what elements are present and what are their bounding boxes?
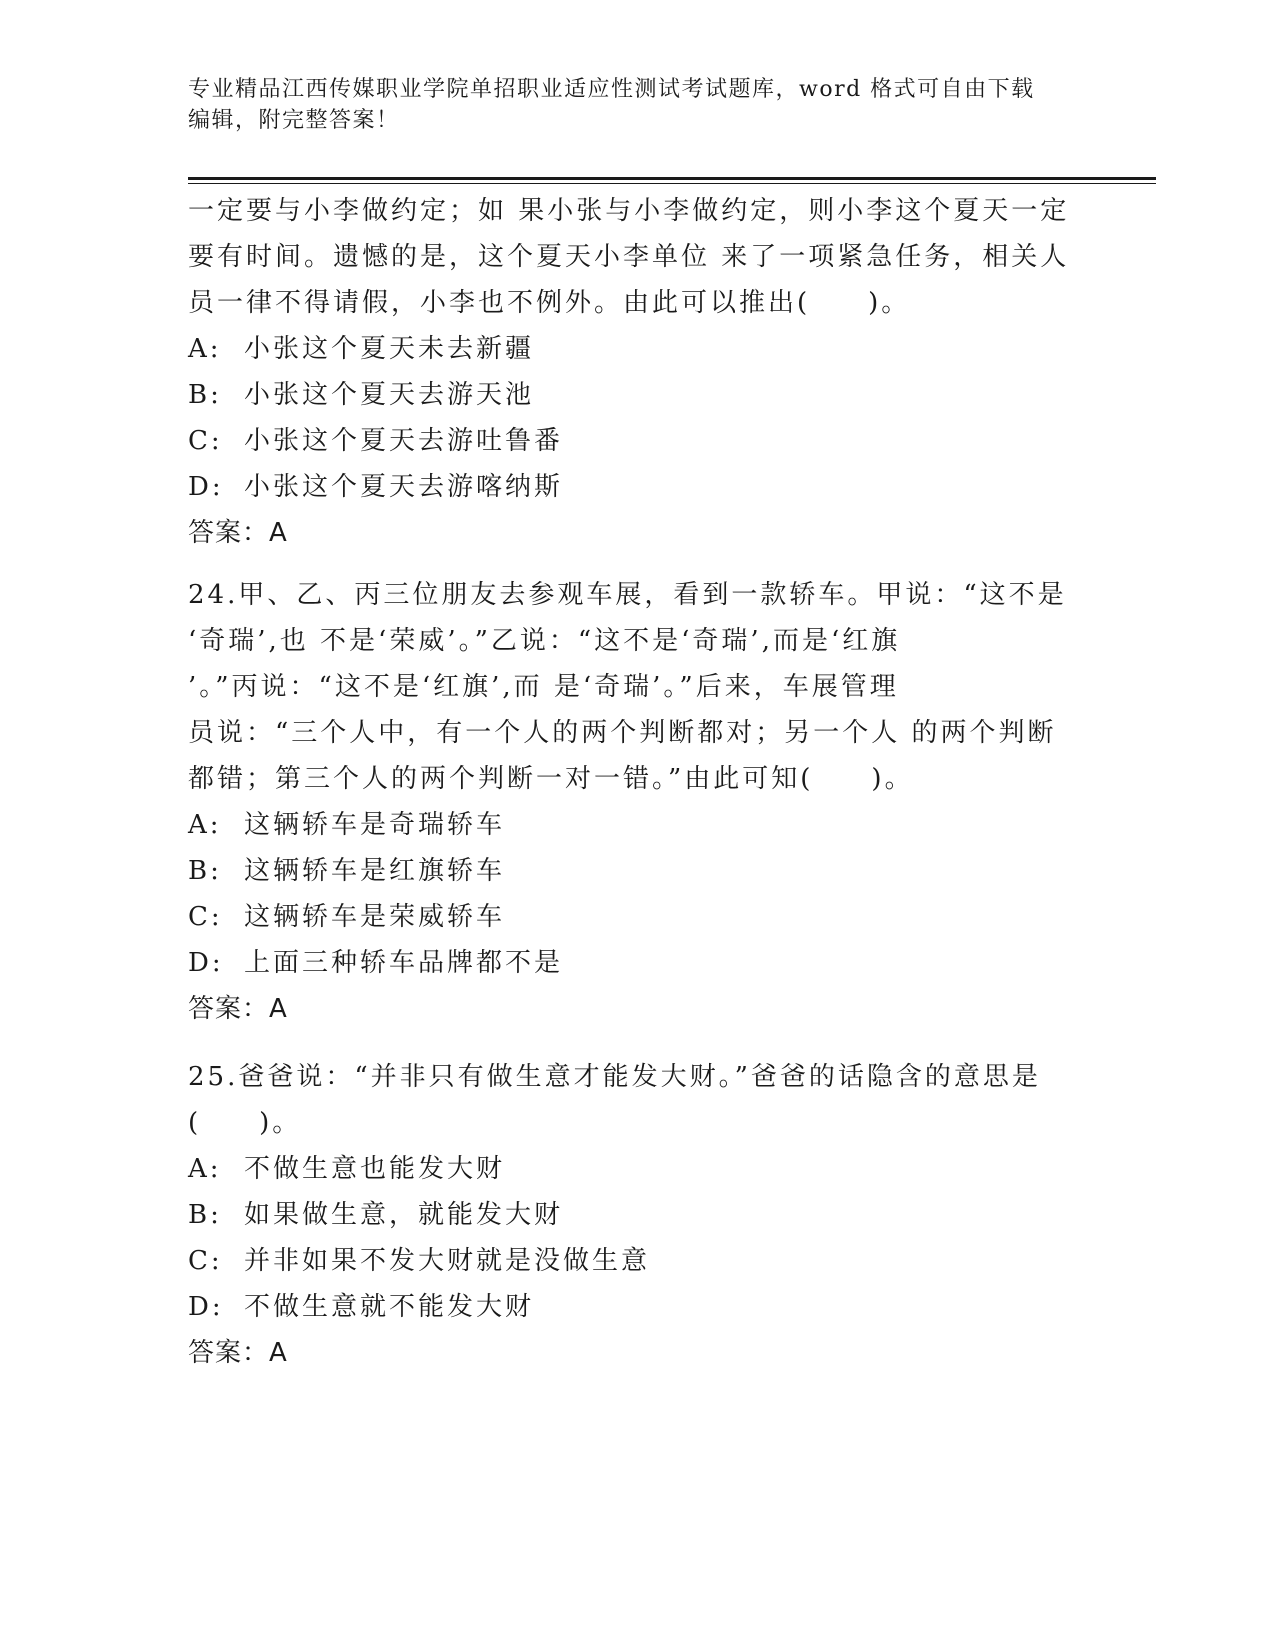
option-key: D: <box>188 948 224 978</box>
option-d <box>188 1284 1088 1330</box>
question-stem <box>188 188 1088 326</box>
option-key: D: <box>188 1292 224 1322</box>
option-b <box>188 372 1088 418</box>
option-d <box>188 464 1088 510</box>
option-a <box>188 1146 1088 1192</box>
option-text: 小张这个夏天去游吐鲁番 <box>244 426 564 456</box>
option-b <box>188 1192 1088 1238</box>
answer-line: 答案：A <box>188 1338 288 1368</box>
stem-line: ’。”丙说：“这不是‘红旗’,而 是‘奇瑞’。”后来，车展管理 <box>188 672 899 702</box>
question-stem <box>188 1054 1088 1146</box>
option-text: 小张这个夏天去游天池 <box>244 380 535 410</box>
option-text: 小张这个夏天未去新疆 <box>244 334 535 364</box>
stem-line: 一定要与小李做约定；如 果小张与小李做约定，则小李这个夏天一定 <box>188 196 1070 226</box>
stem-line: 都错；第三个人的两个判断一对一错。”由此可知( )。 <box>188 764 914 794</box>
option-key: C: <box>188 1246 223 1276</box>
question-stem <box>188 572 1088 802</box>
option-d <box>188 940 1088 986</box>
option-text: 并非如果不发大财就是没做生意 <box>244 1246 651 1276</box>
page-header <box>188 74 1088 136</box>
stem-line: ‘奇瑞’,也 不是‘荣威’。”乙说：“这不是‘奇瑞’,而是‘红旗 <box>188 626 901 656</box>
header-line-2: 编辑，附完整答案！ <box>188 108 400 133</box>
option-text: 这辆轿车是奇瑞轿车 <box>244 810 506 840</box>
option-a <box>188 802 1088 848</box>
stem-line: 25.爸爸说：“并非只有做生意才能发大财。”爸爸的话隐含的意思是 <box>188 1062 1041 1092</box>
option-key: B: <box>188 380 222 410</box>
question-23 <box>188 188 1088 556</box>
option-key: A: <box>188 334 222 364</box>
stem-line: 24.甲、乙、丙三位朋友去参观车展，看到一款轿车。甲说：“这不是 <box>188 580 1067 610</box>
stem-line: 要有时间。遗憾的是，这个夏天小李单位 来了一项紧急任务，相关人 <box>188 242 1070 272</box>
stem-line: 员一律不得请假，小李也不例外。由此可以推出( )。 <box>188 288 911 318</box>
option-c <box>188 418 1088 464</box>
option-key: B: <box>188 1200 222 1230</box>
option-text: 上面三种轿车品牌都不是 <box>244 948 564 978</box>
option-key: D: <box>188 472 224 502</box>
answer-line: 答案：A <box>188 518 288 548</box>
option-c <box>188 1238 1088 1284</box>
option-text: 小张这个夏天去游喀纳斯 <box>244 472 564 502</box>
header-divider-thick <box>188 177 1156 180</box>
stem-line: ( )。 <box>188 1108 302 1138</box>
option-key: A: <box>188 810 222 840</box>
header-line-1: 专业精品江西传媒职业学院单招职业适应性测试考试题库，word 格式可自由下载 <box>188 77 1035 102</box>
header-divider-thin <box>188 183 1156 184</box>
option-a <box>188 326 1088 372</box>
stem-line: 员说：“三个人中，有一个人的两个判断都对；另一个人 的两个判断 <box>188 718 1057 748</box>
option-key: C: <box>188 426 223 456</box>
option-key: A: <box>188 1154 222 1184</box>
option-text: 如果做生意，就能发大财 <box>244 1200 564 1230</box>
option-c <box>188 894 1088 940</box>
answer-line: 答案：A <box>188 994 288 1024</box>
option-text: 不做生意也能发大财 <box>244 1154 506 1184</box>
option-key: B: <box>188 856 222 886</box>
question-25 <box>188 1054 1088 1376</box>
option-text: 这辆轿车是红旗轿车 <box>244 856 506 886</box>
option-text: 这辆轿车是荣威轿车 <box>244 902 506 932</box>
option-b <box>188 848 1088 894</box>
question-24 <box>188 572 1088 1032</box>
option-text: 不做生意就不能发大财 <box>244 1292 535 1322</box>
option-key: C: <box>188 902 223 932</box>
